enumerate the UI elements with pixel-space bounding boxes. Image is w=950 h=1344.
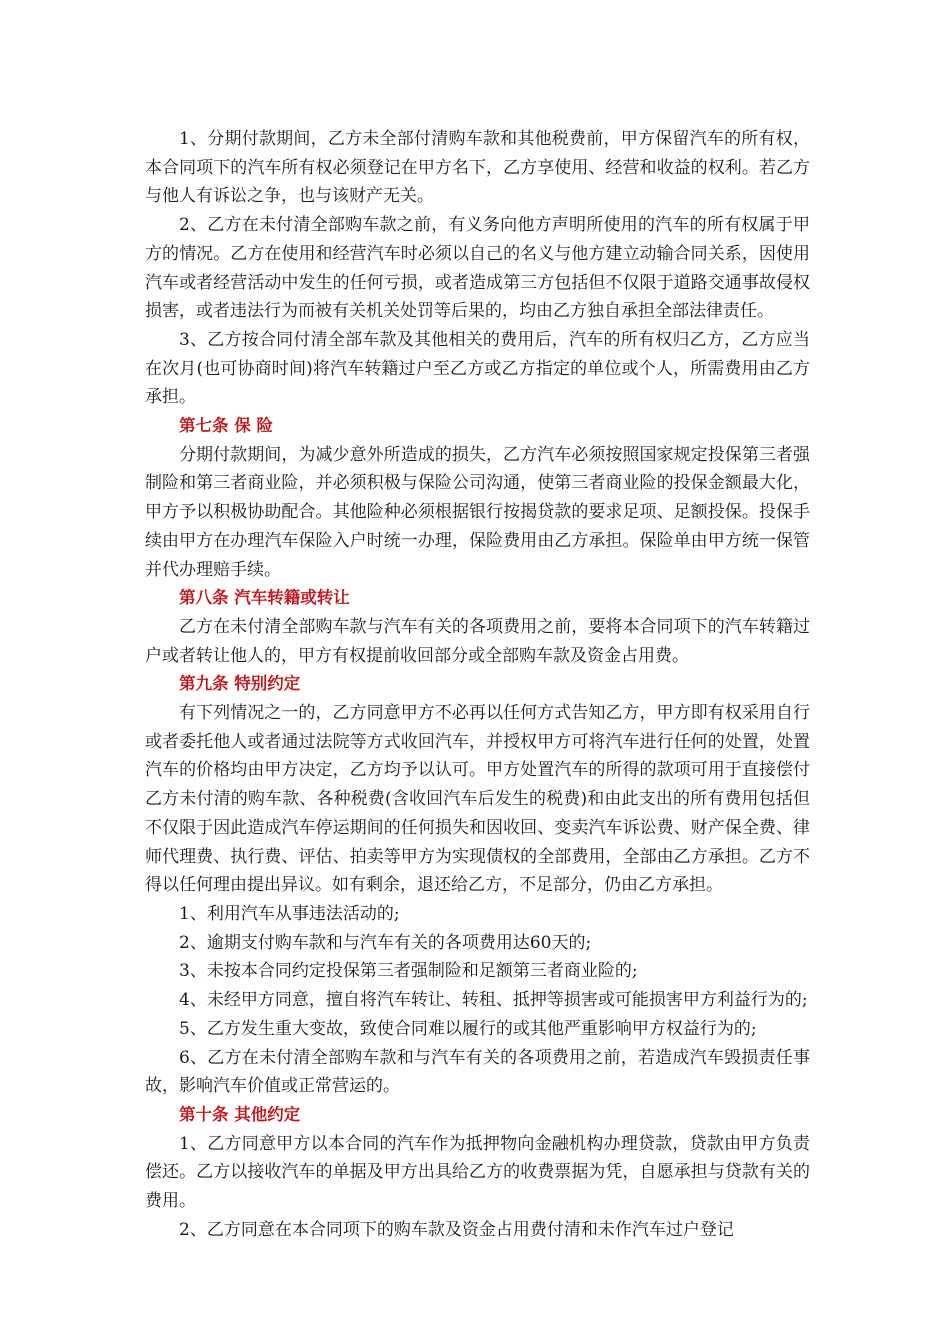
list-item: 1、利用汽车从事违法活动的;	[179, 903, 400, 924]
list-item: 3、未按本合同约定投保第三者强制险和足额第三者商业险的;	[179, 961, 638, 982]
clause-paragraph: 2、乙方在未付清全部购车款之前，有义务向他方声明所使用的汽车的所有权属于甲方的情况。乙方在使用和经营汽车时必须以自己的名义与他方建立动输合同关系，因使用汽车或者经营活动中发生的任何亏损，或者造成第三方包括但不仅限于道路交通事故侵权损害，或者违法行为而被有关机关处罚等后果的，均由乙方独自承担全部法律责任。	[145, 215, 810, 322]
article-heading: 第七条 保 险	[179, 416, 273, 436]
list-item: 5、乙方发生重大变故，致使合同难以履行的或其他严重影响甲方权益行为的;	[179, 1018, 757, 1039]
clause-paragraph: 1、分期付款期间，乙方未全部付清购车款和其他税费前，甲方保留汽车的所有权，本合同项下的汽车所有权必须登记在甲方名下，乙方享使用、经营和收益的权利。若乙方与他人有诉讼之争，也与该财产无关。	[145, 129, 810, 207]
clause-paragraph: 分期付款期间，为减少意外所造成的损失，乙方汽车必须按照国家规定投保第三者强制险和第三者商业险，并必须积极与保险公司沟通，使第三者商业险的投保金额最大化，甲方予以积极协助配合。其他险种必须根据银行按揭贷款的要求足项、足额投保。投保手续由甲方在办理汽车保险入户时统一办理，保险费用由乙方承担。保险单由甲方统一保管并代办理赔手续。	[145, 444, 810, 580]
contract-page	[145, 125, 810, 1244]
article-heading: 第八条 汽车转籍或转让	[179, 588, 350, 608]
list-item: 4、未经甲方同意，擅自将汽车转让、转租、抵押等损害或可能损害甲方利益行为的;	[179, 990, 808, 1011]
clause-paragraph: 3、乙方按合同付清全部车款及其他相关的费用后，汽车的所有权归乙方，乙方应当在次月(也可协商时间)将汽车转籍过户至乙方或乙方指定的单位或个人，所需费用由乙方承担。	[145, 329, 810, 408]
article-heading: 第十条 其他约定	[179, 1104, 301, 1124]
clause-paragraph: 有下列情况之一的，乙方同意甲方不必再以任何方式告知乙方，甲方即有权采用自行或者委托他人或者通过法院等方式收回汽车，并授权甲方可将汽车进行任何的处置，处置汽车的价格均由甲方决定，乙方均予以认可。甲方处置汽车的所得的款项可用于直接偿付乙方未付清的购车款、各种税费(含收回汽车后发生的税费)和由此支出的所有费用包括但不仅限于因此造成汽车停运期间的任何损失和因收回、变卖汽车诉讼费、财产保全费、律师代理费、执行费、评估、拍卖等甲方为实现债权的全部费用，全部由乙方承担。乙方不得以任何理由提出异议。如有剩余，退还给乙方，不足部分，仍由乙方承担。	[145, 703, 810, 896]
clause-paragraph: 2、乙方同意在本合同项下的购车款及资金占用费付清和未作汽车过户登记	[179, 1219, 734, 1240]
clause-paragraph: 乙方在未付清全部购车款与汽车有关的各项费用之前，要将本合同项下的汽车转籍过户或者转让他人的，甲方有权提前收回部分或全部购车款及资金占用费。	[145, 616, 810, 666]
list-item: 2、逾期支付购车款和与汽车有关的各项费用达60天的;	[179, 932, 592, 953]
article-heading: 第九条 特别约定	[179, 674, 301, 694]
clause-paragraph: 1、乙方同意甲方以本合同的汽车作为抵押物向金融机构办理贷款，贷款由甲方负责偿还。乙方以接收汽车的单据及甲方出具给乙方的收费票据为凭，自愿承担与贷款有关的费用。	[145, 1133, 810, 1212]
list-item: 6、乙方在未付清全部购车款和与汽车有关的各项费用之前，若造成汽车毁损责任事故，影响汽车价值或正常营运的。	[145, 1047, 810, 1097]
